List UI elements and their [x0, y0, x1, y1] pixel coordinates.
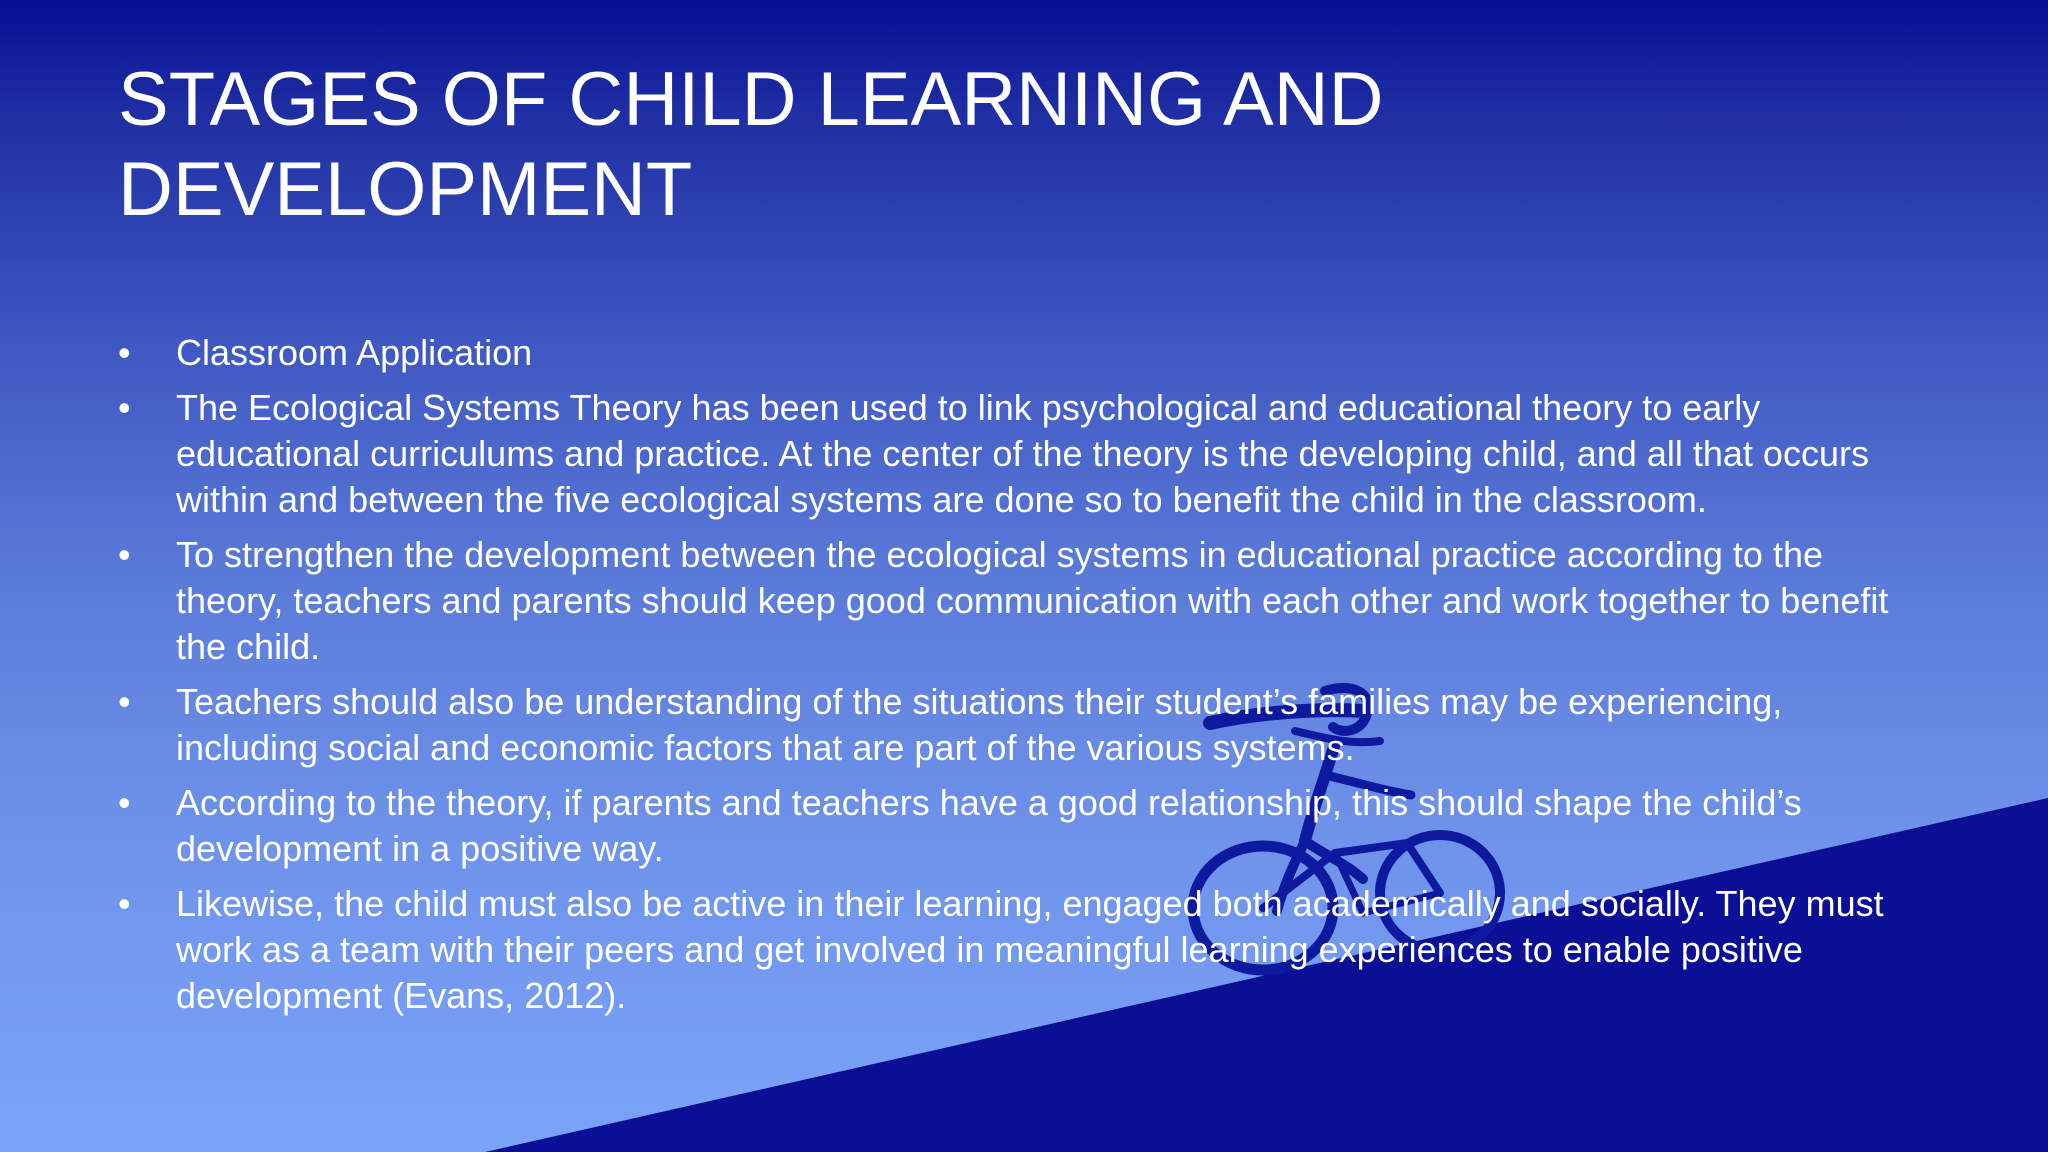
bullet-text: To strengthen the development between the ecological systems in educational practice according to the theory, teachers and parents should keep good communication with each other and work together to benefit the child.: [176, 534, 1889, 667]
bullet-text: According to the theory, if parents and teachers have a good relationship, this should shape the child’s development in a positive way.: [176, 782, 1802, 869]
slide-title: STAGES OF CHILD LEARNING AND DEVELOPMENT: [118, 57, 1384, 232]
list-item: [118, 780, 1918, 872]
bullet-list: [118, 330, 1918, 1028]
bullet-icon: •: [118, 332, 131, 373]
bullet-text: Likewise, the child must also be active in their learning, engaged both academically and socially. They must work as a team with their peers and get involved in meaningful learning experiences to enable positive development (Evans, 2012).: [176, 883, 1884, 1016]
bullet-icon: •: [118, 534, 131, 575]
bullet-icon: •: [118, 681, 131, 722]
list-item: [118, 330, 1918, 376]
bullet-text: The Ecological Systems Theory has been used to link psychological and educational theory to early educational curriculums and practice. At the center of the theory is the developing child, and all that occurs within and between the five ecological systems are done so to benefit the child in the classroom.: [176, 387, 1869, 520]
list-item: [118, 881, 1918, 1019]
list-item: [118, 532, 1918, 670]
bullet-icon: •: [118, 883, 131, 924]
list-item: [118, 679, 1918, 771]
bullet-icon: •: [118, 387, 131, 428]
bullet-text: Classroom Application: [176, 332, 533, 373]
list-item: [118, 385, 1918, 523]
bullet-icon: •: [118, 782, 131, 823]
bullet-text: Teachers should also be understanding of the situations their student’s families may be experiencing, including social and economic factors that are part of the various systems.: [176, 681, 1783, 768]
